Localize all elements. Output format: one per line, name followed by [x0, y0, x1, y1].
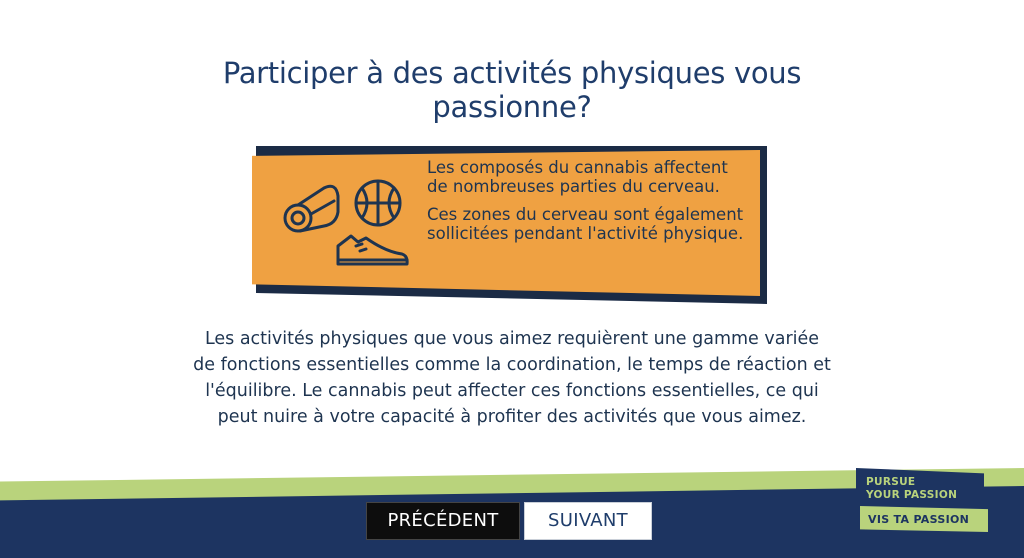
- next-button[interactable]: SUIVANT: [524, 502, 652, 540]
- logo-line-2: YOUR PASSION: [866, 489, 958, 501]
- sneaker-icon: [338, 236, 407, 264]
- card-paragraph-2: Ces zones du cerveau sont également sollicitées pendant l'activité physique.: [427, 205, 744, 243]
- card-paragraph-1: Les composés du cannabis affectent de nombreuses parties du cerveau.: [427, 158, 728, 196]
- card-text: [427, 158, 747, 252]
- card-icons: [276, 168, 416, 278]
- previous-button[interactable]: PRÉCÉDENT: [366, 502, 520, 540]
- logo-line-3: VIS TA PASSION: [868, 513, 970, 526]
- pursue-your-passion-logo: [852, 468, 992, 532]
- basketball-icon: [356, 181, 400, 225]
- body-paragraph: Les activités physiques que vous aimez requièrent une gamme variée de fonctions essentielles comme la coordination, le temps de réaction et l'équilibre. Le cannabis peut affecter ces fonctions essentielles, ce qui peut nuire à votre capacité à profiter des activités que vous aimez.: [193, 329, 831, 427]
- logo-line-1: PURSUE: [866, 476, 916, 488]
- yoga-mat-icon: [285, 186, 338, 231]
- page-title: Participer à des activités physiques vous passionne?: [222, 56, 802, 124]
